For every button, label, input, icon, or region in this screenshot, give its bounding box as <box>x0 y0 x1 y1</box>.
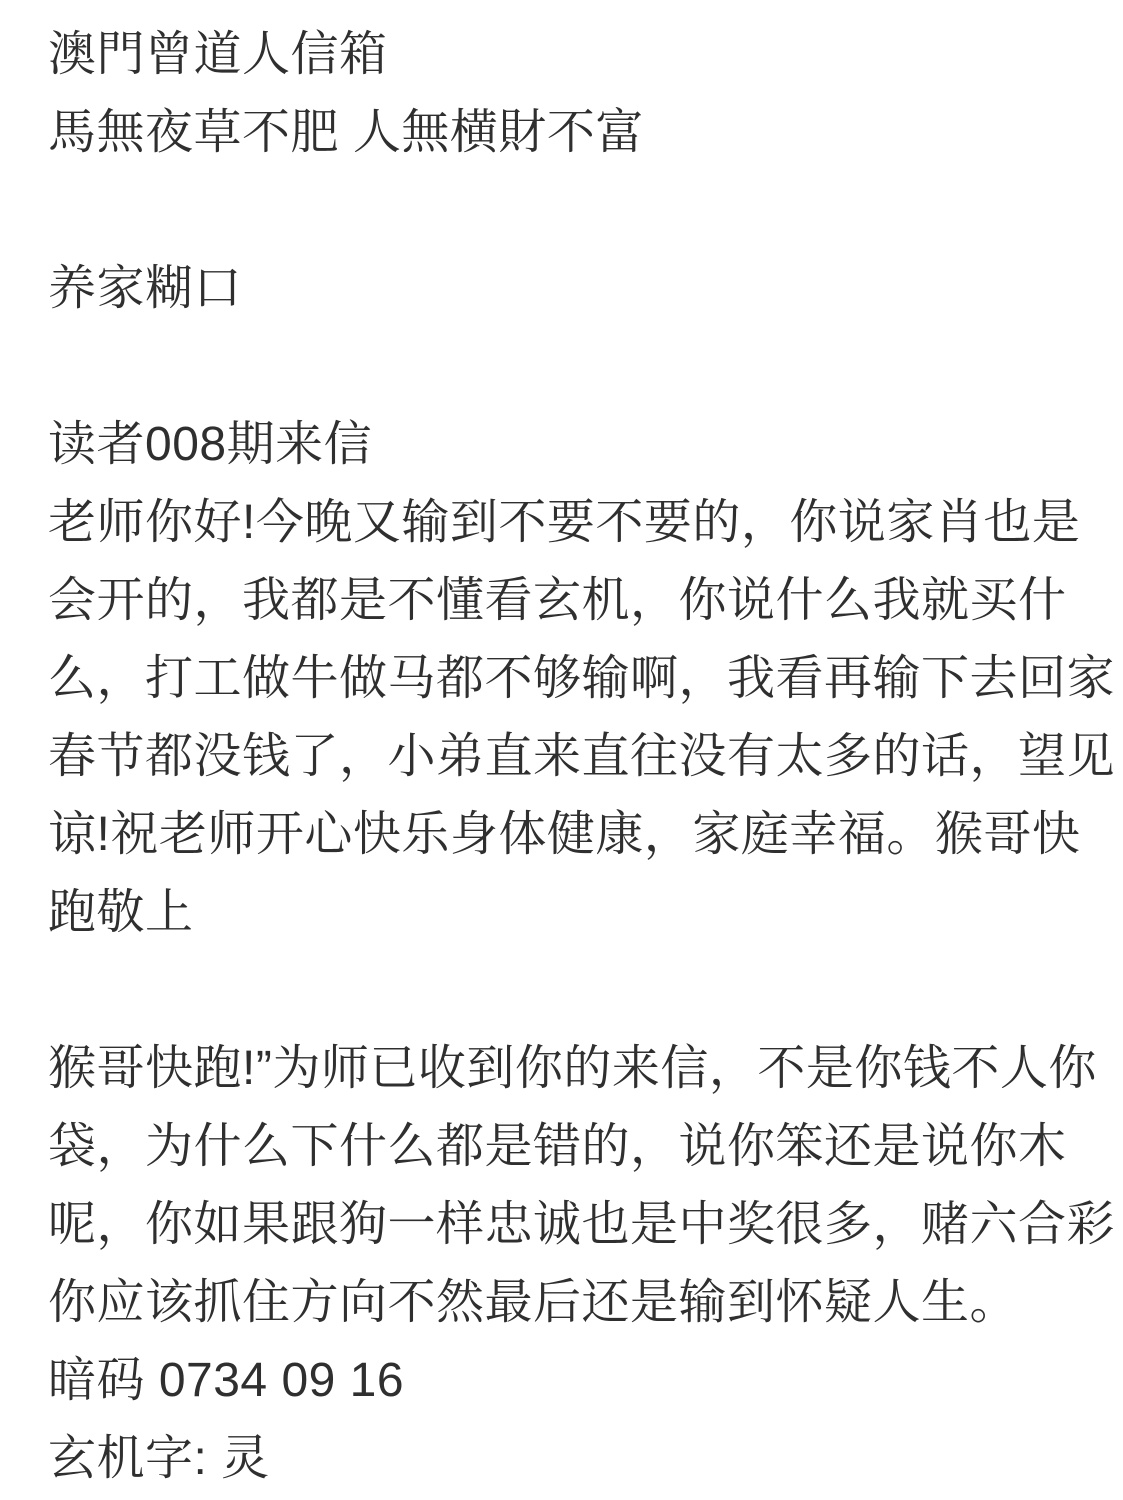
reply-line: 猴哥快跑!”为师已收到你的来信，不是你钱不人你 <box>48 1042 1097 1095</box>
reader-letter-line: 跑敬上 <box>48 886 194 939</box>
reply-line: 呢，你如果跟狗一样忠诚也是中奖很多，赌六合彩 <box>48 1198 1116 1251</box>
reader-letter-line: 老师你好!今晚又输到不要不要的，你说家肖也是 <box>48 496 1081 549</box>
reply-line: 你应该抓住方向不然最后还是输到怀疑人生。 <box>48 1276 1019 1329</box>
reader-letter-line: 春节都没钱了，小弟直来直往没有太多的话，望见 <box>48 730 1116 783</box>
reader-letter-line: 会开的，我都是不懂看玄机，你说什么我就买什 <box>48 574 1067 627</box>
blank-line <box>48 328 1083 406</box>
page-title: 澳門曾道人信箱 <box>48 28 388 81</box>
reader-letter-line: 么，打工做牛做马都不够输啊，我看再输下去回家 <box>48 652 1116 705</box>
reply-line: 袋，为什么下什么都是错的，说你笨还是说你木 <box>48 1120 1067 1173</box>
reader-letter-line: 谅!祝老师开心快乐身体健康，家庭幸福。猴哥快 <box>48 808 1081 861</box>
letter-heading: 读者008期来信 <box>48 418 373 471</box>
section-heading: 养家糊口 <box>48 262 243 315</box>
secret-code-line: 暗码 0734 09 16 <box>48 1354 405 1407</box>
blank-line <box>48 172 1083 250</box>
blank-line <box>48 952 1083 1030</box>
proverb-line: 馬無夜草不肥 人無横財不富 <box>48 106 644 159</box>
mystery-word-line: 玄机字: 灵 <box>48 1432 270 1485</box>
